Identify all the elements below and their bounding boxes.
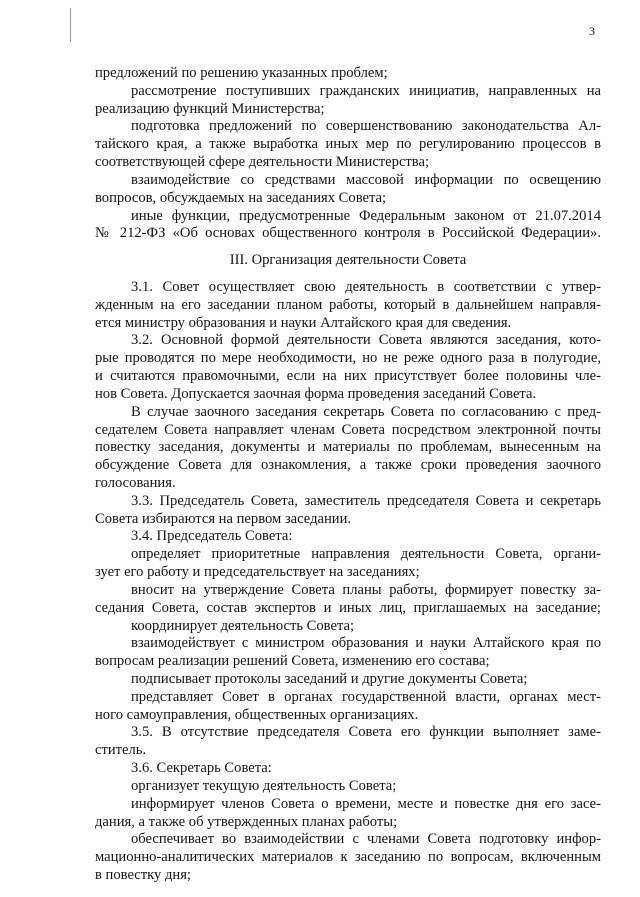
text-line: и считаются правомочными, если на них присутствует более половины чле-: [95, 368, 601, 384]
text-line: реализацию функций Министерства;: [95, 101, 325, 117]
text-line: вносит на утверждение Совета планы работы, формирует повестку за-: [131, 582, 601, 598]
text-line: Совета избираются на первом заседании.: [95, 511, 352, 527]
scan-mark: [70, 8, 71, 42]
text-line: представляет Совет в органах государственной власти, органах мест-: [131, 689, 601, 705]
text-line: № 212-ФЗ «Об основах общественного контроля в Российской Федерации».: [95, 225, 601, 241]
text-line: седателем Совета направляет членам Совета посредством электронной почты: [95, 422, 601, 438]
text-line: нов Совета. Допускается заочная форма проведения заседаний Совета.: [95, 386, 537, 402]
text-line: взаимодействие со средствами массовой информации по освещению: [131, 172, 601, 188]
text-line: жденным на его заседании планом работы, который в дальнейшем направля-: [95, 297, 601, 313]
text-line: 3.4. Председатель Совета:: [131, 528, 293, 544]
text-line: рассмотрение поступивших гражданских инициатив, направленных на: [131, 83, 601, 99]
text-line: 3.6. Секретарь Совета:: [131, 760, 272, 776]
text-line: обеспечивает во взаимодействии с членами Совета подготовку инфор-: [131, 831, 601, 847]
text-line: дания, а также об утвержденных планах работы;: [95, 814, 398, 830]
text-line: обсуждение Совета для ознакомления, а также сроки проведения заочного: [95, 457, 601, 473]
text-line: 3.3. Председатель Совета, заместитель председателя Совета и секретарь: [131, 493, 601, 509]
text-line: 3.5. В отсутствие председателя Совета его функции выполняет заме-: [131, 724, 601, 740]
section-heading: III. Организация деятельности Совета: [229, 252, 467, 268]
text-line: взаимодействует с министром образования и науки Алтайского края по: [131, 635, 601, 651]
text-line: организует текущую деятельность Совета;: [131, 778, 397, 794]
text-line: в повестку дня;: [95, 867, 191, 883]
text-line: голосования.: [95, 475, 176, 491]
text-line: В случае заочного заседания секретарь Совета по согласованию с пред-: [131, 404, 601, 420]
text-line: 3.1. Совет осуществляет свою деятельность в соответствии с утвер-: [131, 279, 601, 295]
text-line: повестку заседания, документы и материалы по проблемам, вынесенным на: [95, 439, 601, 455]
text-line: информирует членов Совета о времени, месте и повестке дня его засе-: [131, 796, 601, 812]
text-line: ется министру образования и науки Алтайского края для сведения.: [95, 315, 512, 331]
text-line: подписывает протоколы заседаний и другие документы Совета;: [131, 671, 528, 687]
text-line: тайского края, а также выработка иных мер по регулированию процессов в: [95, 136, 601, 152]
text-line: координирует деятельность Совета;: [131, 618, 355, 634]
text-line: иные функции, предусмотренные Федеральным законом от 21.07.2014: [131, 208, 601, 224]
text-line: зует его работу и председательствует на заседаниях;: [95, 564, 420, 580]
page-number: 3: [589, 24, 595, 38]
text-line: 3.2. Основной формой деятельности Совета являются заседания, кото-: [131, 332, 601, 348]
text-line: вопросам реализации решений Совета, изменению его состава;: [95, 653, 490, 669]
text-line: предложений по решению указанных проблем;: [95, 65, 388, 81]
text-line: рые проводятся по мере необходимости, но не реже одного раза в полугодие,: [95, 350, 601, 366]
text-line: мационно-аналитических материалов к заседанию по вопросам, включенным: [95, 849, 601, 865]
text-line: вопросов, обсуждаемых на заседаниях Совета;: [95, 190, 387, 206]
text-line: соответствующей сфере деятельности Министерства;: [95, 154, 430, 170]
text-line: подготовка предложений по совершенствованию законодательства Ал-: [131, 118, 601, 134]
text-line: определяет приоритетные направления деятельности Совета, органи-: [131, 546, 601, 562]
text-line: ного самоуправления, общественных организациях.: [95, 707, 419, 723]
text-line: ститель.: [95, 742, 147, 758]
text-line: седания Совета, состав экспертов и иных лиц, приглашаемых на заседание;: [95, 600, 601, 616]
